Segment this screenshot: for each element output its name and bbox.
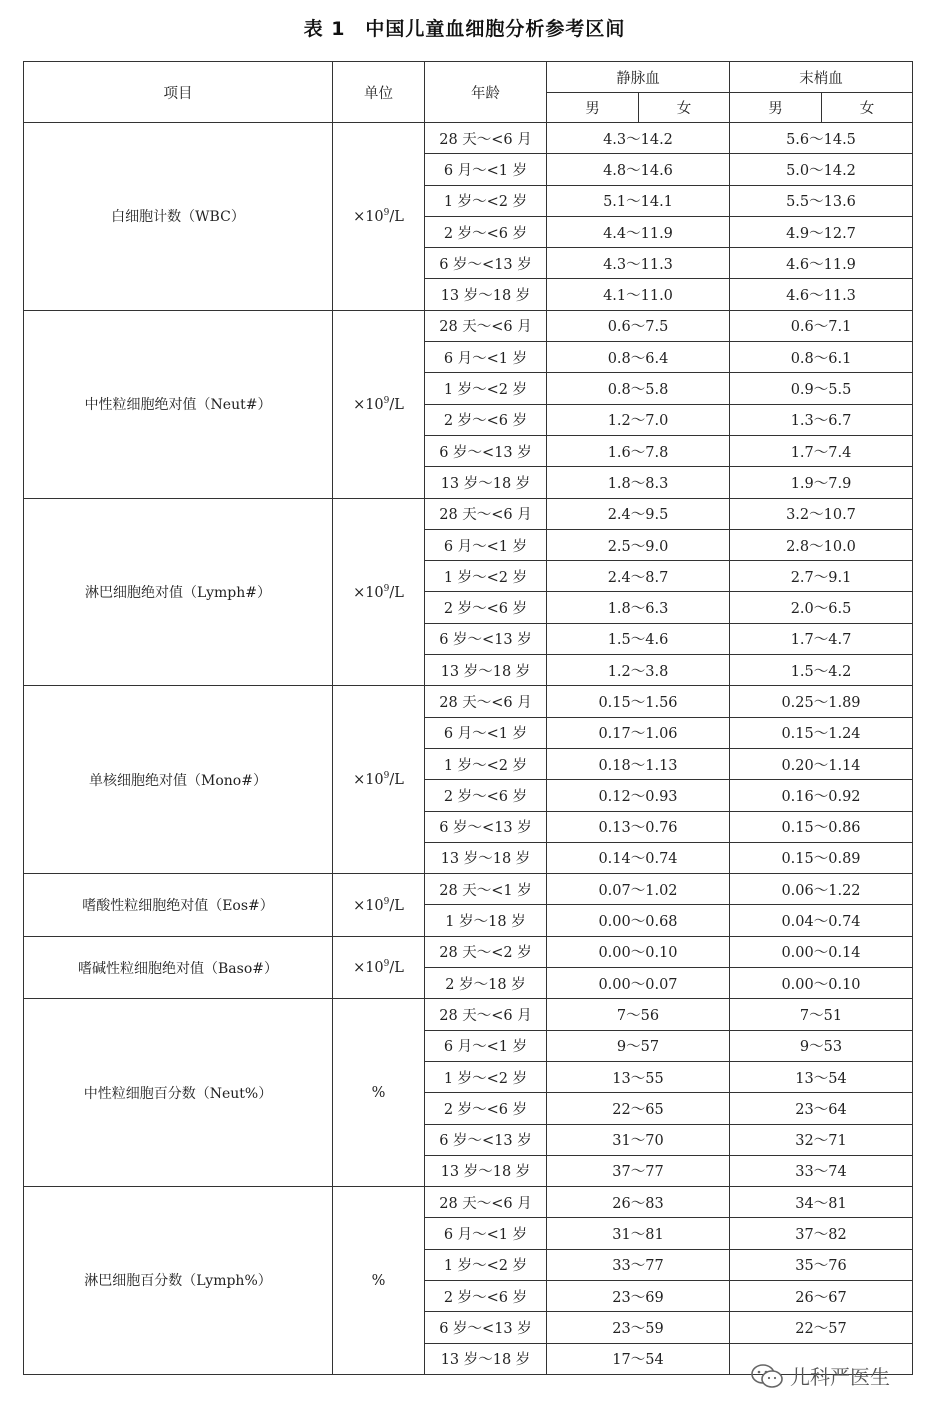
age-range: 1 岁～18 岁 <box>425 905 547 936</box>
peripheral-range: 0.25～1.89 <box>730 686 913 717</box>
venous-range: 0.17～1.06 <box>547 717 730 748</box>
age-range: 1 岁～<2 岁 <box>425 1249 547 1280</box>
peripheral-range: 5.0～14.2 <box>730 154 913 185</box>
item-name: 嗜碱性粒细胞绝对值（Baso#） <box>24 936 333 999</box>
unit-exponent: 9 <box>383 896 390 907</box>
table-row <box>24 999 913 1030</box>
unit-base: % <box>371 1272 386 1289</box>
item-name: 中性粒细胞百分数（Neut%） <box>24 999 333 1187</box>
peripheral-range: 0.8～6.1 <box>730 342 913 373</box>
item-name: 嗜酸性粒细胞绝对值（Eos#） <box>24 874 333 937</box>
peripheral-range: 0.04～0.74 <box>730 905 913 936</box>
peripheral-range: 2.7～9.1 <box>730 561 913 592</box>
table-row <box>24 123 913 154</box>
peripheral-range: 5.5～13.6 <box>730 185 913 216</box>
age-range: 2 岁～<6 岁 <box>425 1093 547 1124</box>
peripheral-range: 33～74 <box>730 1155 913 1186</box>
age-range: 2 岁～<6 岁 <box>425 592 547 623</box>
peripheral-range: 0.9～5.5 <box>730 373 913 404</box>
table-row <box>24 1187 913 1218</box>
venous-range: 4.4～11.9 <box>547 216 730 247</box>
venous-range: 1.8～8.3 <box>547 467 730 498</box>
age-range: 1 岁～<2 岁 <box>425 1061 547 1092</box>
peripheral-range: 1.5～4.2 <box>730 655 913 686</box>
header-peripheral-male: 男 <box>730 93 822 123</box>
venous-range: 4.8～14.6 <box>547 154 730 185</box>
unit-base: ×10 <box>353 584 384 601</box>
peripheral-range: 0.15～1.24 <box>730 717 913 748</box>
venous-range: 4.1～11.0 <box>547 279 730 310</box>
age-range: 6 岁～<13 岁 <box>425 248 547 279</box>
age-range: 2 岁～<6 岁 <box>425 1280 547 1311</box>
peripheral-range: 0.20～1.14 <box>730 748 913 779</box>
age-range: 6 月～<1 岁 <box>425 717 547 748</box>
item-name: 白细胞计数（WBC） <box>24 123 333 311</box>
age-range: 6 月～<1 岁 <box>425 1218 547 1249</box>
item-unit <box>333 999 425 1187</box>
unit-exponent: 9 <box>383 395 390 406</box>
peripheral-range: 23～64 <box>730 1093 913 1124</box>
item-unit <box>333 874 425 937</box>
venous-range: 0.6～7.5 <box>547 310 730 341</box>
age-range: 13 岁～18 岁 <box>425 1155 547 1186</box>
venous-range: 1.5～4.6 <box>547 623 730 654</box>
venous-range: 0.12～0.93 <box>547 780 730 811</box>
venous-range: 2.4～9.5 <box>547 498 730 529</box>
peripheral-range: 0.15～0.86 <box>730 811 913 842</box>
table-row <box>24 498 913 529</box>
venous-range: 26～83 <box>547 1187 730 1218</box>
item-unit <box>333 498 425 686</box>
unit-base: ×10 <box>353 897 384 914</box>
venous-range: 0.07～1.02 <box>547 874 730 905</box>
age-range: 1 岁～<2 岁 <box>425 185 547 216</box>
unit-base: % <box>371 1085 386 1102</box>
age-range: 28 天～<2 岁 <box>425 936 547 967</box>
venous-range: 4.3～14.2 <box>547 123 730 154</box>
age-range: 13 岁～18 岁 <box>425 1343 547 1374</box>
unit-tail: /L <box>389 208 404 225</box>
venous-range: 9～57 <box>547 1030 730 1061</box>
venous-range: 1.2～7.0 <box>547 404 730 435</box>
item-unit <box>333 123 425 311</box>
age-range: 28 天～<6 月 <box>425 123 547 154</box>
peripheral-range: 4.6～11.9 <box>730 248 913 279</box>
header-venous-male: 男 <box>547 93 639 123</box>
peripheral-range: 5.6～14.5 <box>730 123 913 154</box>
peripheral-range: 9～53 <box>730 1030 913 1061</box>
table-row <box>24 874 913 905</box>
table-body <box>24 123 913 1375</box>
unit-tail: /L <box>389 897 404 914</box>
venous-range: 31～70 <box>547 1124 730 1155</box>
age-range: 13 岁～18 岁 <box>425 842 547 873</box>
unit-tail: /L <box>389 584 404 601</box>
age-range: 13 岁～18 岁 <box>425 467 547 498</box>
peripheral-range: 2.0～6.5 <box>730 592 913 623</box>
peripheral-range: 0.00～0.14 <box>730 936 913 967</box>
venous-range: 0.00～0.10 <box>547 936 730 967</box>
age-range: 6 月～<1 岁 <box>425 154 547 185</box>
item-unit <box>333 310 425 498</box>
venous-range: 1.6～7.8 <box>547 435 730 466</box>
table-title: 表 1 中国儿童血细胞分析参考区间 <box>303 18 626 40</box>
unit-base: ×10 <box>353 959 384 976</box>
venous-range: 0.14～0.74 <box>547 842 730 873</box>
age-range: 2 岁～18 岁 <box>425 968 547 999</box>
venous-range: 0.18～1.13 <box>547 748 730 779</box>
venous-range: 0.00～0.68 <box>547 905 730 936</box>
item-unit <box>333 936 425 999</box>
peripheral-range: 26～67 <box>730 1280 913 1311</box>
unit-base: ×10 <box>353 772 384 789</box>
item-name: 淋巴细胞百分数（Lymph%） <box>24 1187 333 1375</box>
peripheral-range: 4.9～12.7 <box>730 216 913 247</box>
peripheral-range: 3.2～10.7 <box>730 498 913 529</box>
venous-range: 7～56 <box>547 999 730 1030</box>
venous-range: 37～77 <box>547 1155 730 1186</box>
item-name: 中性粒细胞绝对值（Neut#） <box>24 310 333 498</box>
table-row <box>24 310 913 341</box>
age-range: 28 天～<6 月 <box>425 999 547 1030</box>
unit-exponent: 9 <box>383 583 390 594</box>
unit-exponent: 9 <box>383 771 390 782</box>
age-range: 6 岁～<13 岁 <box>425 623 547 654</box>
age-range: 28 天～<6 月 <box>425 686 547 717</box>
age-range: 6 岁～<13 岁 <box>425 811 547 842</box>
venous-range: 0.15～1.56 <box>547 686 730 717</box>
peripheral-range: 37～82 <box>730 1218 913 1249</box>
peripheral-range: 0.00～0.10 <box>730 968 913 999</box>
venous-range: 31～81 <box>547 1218 730 1249</box>
item-unit <box>333 686 425 874</box>
venous-range: 33～77 <box>547 1249 730 1280</box>
item-name: 淋巴细胞绝对值（Lymph#） <box>24 498 333 686</box>
venous-range: 2.5～9.0 <box>547 529 730 560</box>
age-range: 6 岁～<13 岁 <box>425 1312 547 1343</box>
peripheral-range: 13～54 <box>730 1061 913 1092</box>
peripheral-range: 0.6～7.1 <box>730 310 913 341</box>
peripheral-range: 32～71 <box>730 1124 913 1155</box>
venous-range: 5.1～14.1 <box>547 185 730 216</box>
header-age: 年龄 <box>425 62 547 123</box>
age-range: 2 岁～<6 岁 <box>425 404 547 435</box>
venous-range: 23～59 <box>547 1312 730 1343</box>
peripheral-range: 2.8～10.0 <box>730 529 913 560</box>
age-range: 6 岁～<13 岁 <box>425 1124 547 1155</box>
table-header <box>24 62 913 123</box>
peripheral-range: 34～81 <box>730 1187 913 1218</box>
venous-range: 0.8～6.4 <box>547 342 730 373</box>
age-range: 6 岁～<13 岁 <box>425 435 547 466</box>
venous-range: 4.3～11.3 <box>547 248 730 279</box>
age-range: 6 月～<1 岁 <box>425 342 547 373</box>
peripheral-range: 1.7～4.7 <box>730 623 913 654</box>
age-range: 1 岁～<2 岁 <box>425 748 547 779</box>
unit-base: ×10 <box>353 396 384 413</box>
venous-range: 0.00～0.07 <box>547 968 730 999</box>
watermark-text: 儿科严医生 <box>790 1365 890 1389</box>
header-item: 项目 <box>24 62 333 123</box>
peripheral-range: 22～57 <box>730 1312 913 1343</box>
table-row <box>24 686 913 717</box>
peripheral-range: 0.15～0.89 <box>730 842 913 873</box>
unit-tail: /L <box>389 959 404 976</box>
peripheral-range: 1.3～6.7 <box>730 404 913 435</box>
peripheral-range: 4.6～11.3 <box>730 279 913 310</box>
age-range: 28 天～<6 月 <box>425 498 547 529</box>
peripheral-range: 0.16～0.92 <box>730 780 913 811</box>
peripheral-range: 1.7～7.4 <box>730 435 913 466</box>
age-range: 13 岁～18 岁 <box>425 279 547 310</box>
venous-range: 0.13～0.76 <box>547 811 730 842</box>
age-range: 1 岁～<2 岁 <box>425 561 547 592</box>
header-peripheral-female: 女 <box>822 93 913 123</box>
venous-range: 23～69 <box>547 1280 730 1311</box>
age-range: 6 月～<1 岁 <box>425 1030 547 1061</box>
venous-range: 22～65 <box>547 1093 730 1124</box>
item-name: 单核细胞绝对值（Mono#） <box>24 686 333 874</box>
peripheral-range: 0.06～1.22 <box>730 874 913 905</box>
age-range: 2 岁～<6 岁 <box>425 216 547 247</box>
wechat-icon <box>750 1363 784 1389</box>
table-row <box>24 936 913 967</box>
age-range: 28 天～<6 月 <box>425 1187 547 1218</box>
age-range: 1 岁～<2 岁 <box>425 373 547 404</box>
age-range: 6 月～<1 岁 <box>425 529 547 560</box>
header-venous: 静脉血 <box>547 62 730 93</box>
item-unit <box>333 1187 425 1375</box>
venous-range: 1.8～6.3 <box>547 592 730 623</box>
peripheral-range: 1.9～7.9 <box>730 467 913 498</box>
unit-exponent: 9 <box>383 207 390 218</box>
age-range: 13 岁～18 岁 <box>425 655 547 686</box>
age-range: 28 天～<6 月 <box>425 310 547 341</box>
reference-table <box>23 61 913 1375</box>
age-range: 2 岁～<6 岁 <box>425 780 547 811</box>
venous-range: 13～55 <box>547 1061 730 1092</box>
venous-range: 0.8～5.8 <box>547 373 730 404</box>
unit-base: ×10 <box>353 208 384 225</box>
unit-exponent: 9 <box>383 959 390 970</box>
venous-range: 1.2～3.8 <box>547 655 730 686</box>
age-range: 28 天～<1 岁 <box>425 874 547 905</box>
header-venous-female: 女 <box>639 93 730 123</box>
venous-range: 17～54 <box>547 1343 730 1374</box>
peripheral-range: 35～76 <box>730 1249 913 1280</box>
header-unit: 单位 <box>333 62 425 123</box>
venous-range: 2.4～8.7 <box>547 561 730 592</box>
unit-tail: /L <box>389 396 404 413</box>
unit-tail: /L <box>389 772 404 789</box>
watermark <box>750 1361 890 1390</box>
header-peripheral: 末梢血 <box>730 62 913 93</box>
peripheral-range: 7～51 <box>730 999 913 1030</box>
